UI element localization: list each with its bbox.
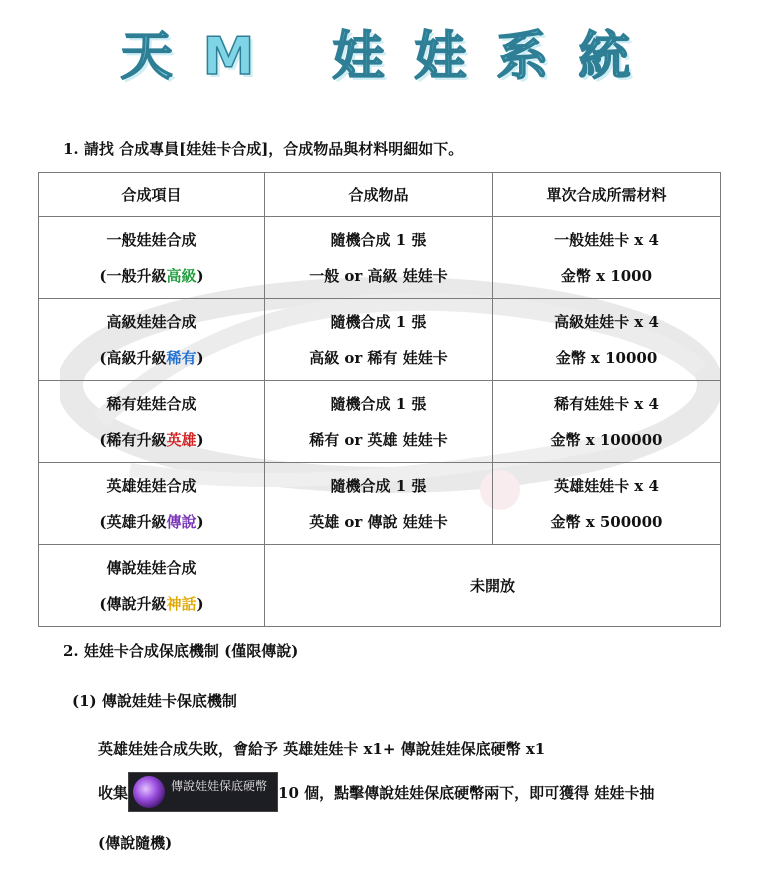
row-name-cell (39, 545, 265, 627)
result-line: 英雄 or 傳說 娃娃卡 (309, 512, 448, 531)
row-name-cell (39, 463, 265, 545)
row-upgrade: (高級升級稀有) (99, 348, 204, 367)
material-line: 金幣 x 1000 (560, 266, 653, 285)
result-line: 高級 or 稀有 娃娃卡 (309, 348, 448, 367)
row-upgrade: (一般升級高級) (99, 266, 204, 285)
section2-subheading: (1) 傳說娃娃卡保底機制 (72, 692, 237, 710)
tier-label: 神話 (166, 594, 197, 613)
synthesis-table (38, 172, 721, 627)
tier-label: 稀有 (166, 348, 197, 367)
fail-reward-text: 英雄娃娃合成失敗，會給予 英雄娃娃卡 x1+ 傳說娃娃保底硬幣 x1 (98, 740, 546, 758)
row-name: 稀有娃娃合成 (106, 394, 197, 413)
row-name: 高級娃娃合成 (106, 312, 197, 331)
row-name-cell (39, 299, 265, 381)
table-row (39, 545, 721, 627)
material-line: 金幣 x 500000 (550, 512, 663, 531)
result-line: 一般 or 高級 娃娃卡 (309, 266, 448, 285)
table-row (39, 217, 721, 299)
material-line: 英雄娃娃卡 x 4 (554, 476, 659, 495)
table-row (39, 299, 721, 381)
table-header-row (39, 173, 721, 217)
coin-item-image (128, 772, 278, 812)
section1-heading: 1. 請找 合成專員[娃娃卡合成]，合成物品與材料明細如下。 (63, 140, 464, 158)
collect-line (98, 772, 654, 812)
coin-label: 傳說娃娃保底硬幣 (171, 779, 268, 793)
material-line: 高級娃娃卡 x 4 (554, 312, 659, 331)
row-material-cell (493, 217, 721, 299)
row-upgrade: (稀有升級英雄) (99, 430, 204, 449)
row-upgrade: (英雄升級傳說) (99, 512, 204, 531)
header-result: 合成物品 (265, 173, 493, 217)
row-name: 一般娃娃合成 (106, 230, 197, 249)
result-line: 隨機合成 1 張 (330, 230, 427, 249)
material-line: 金幣 x 10000 (555, 348, 658, 367)
table-row (39, 381, 721, 463)
collect-suffix: 10 個，點擊傳說娃娃保底硬幣兩下，即可獲得 娃娃卡抽 (278, 783, 655, 802)
collect-prefix: 收集 (98, 783, 129, 802)
row-name: 英雄娃娃合成 (106, 476, 197, 495)
row-result-cell (265, 299, 493, 381)
header-material: 單次合成所需材料 (493, 173, 721, 217)
header-item: 合成項目 (39, 173, 265, 217)
row-material-cell (493, 463, 721, 545)
row-name: 傳說娃娃合成 (106, 558, 197, 577)
row-result-cell (265, 381, 493, 463)
row-result-cell (265, 463, 493, 545)
row-material-cell (493, 381, 721, 463)
unopened-cell: 未開放 (265, 545, 721, 627)
section2-heading: 2. 娃娃卡合成保底機制 (僅限傳說) (63, 642, 299, 660)
material-line: 金幣 x 100000 (550, 430, 663, 449)
row-name-cell (39, 217, 265, 299)
material-line: 一般娃娃卡 x 4 (554, 230, 659, 249)
tier-label: 傳說 (166, 512, 197, 531)
result-line: 稀有 or 英雄 娃娃卡 (309, 430, 448, 449)
tier-label: 高級 (166, 266, 197, 285)
legend-random-text: (傳說隨機) (98, 834, 173, 852)
result-line: 隨機合成 1 張 (330, 394, 427, 413)
row-name-cell (39, 381, 265, 463)
material-line: 稀有娃娃卡 x 4 (554, 394, 659, 413)
result-line: 隨機合成 1 張 (330, 476, 427, 495)
tier-label: 英雄 (166, 430, 197, 449)
row-result-cell (265, 217, 493, 299)
page-title: 天M 娃娃系統 (120, 27, 661, 87)
coin-icon (133, 776, 165, 808)
row-material-cell (493, 299, 721, 381)
table-row (39, 463, 721, 545)
row-upgrade: (傳說升級神話) (99, 594, 204, 613)
result-line: 隨機合成 1 張 (330, 312, 427, 331)
